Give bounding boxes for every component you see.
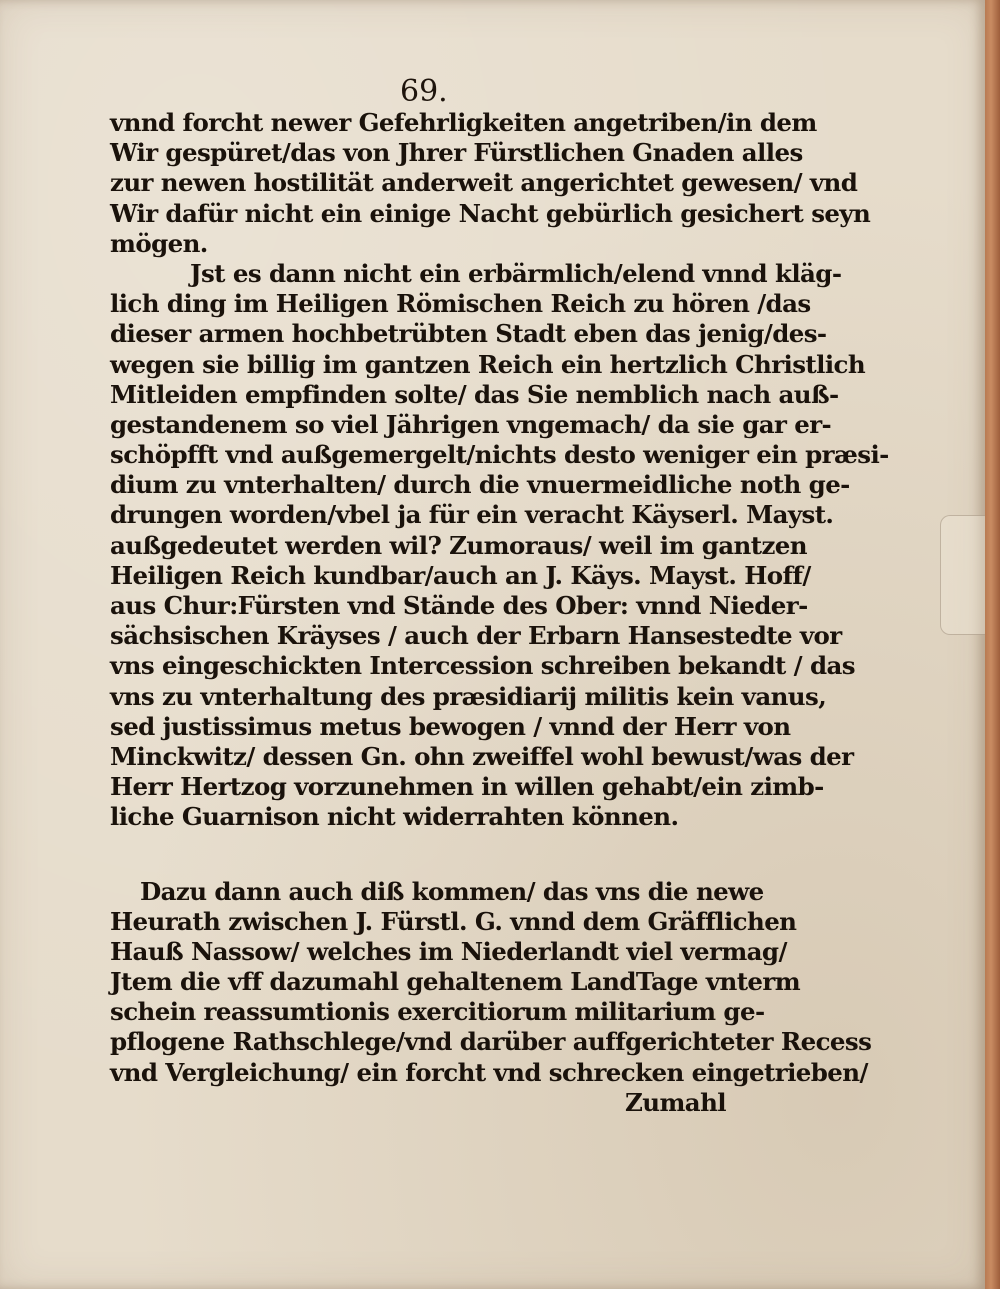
text-line: vnd Vergleichung/ ein forcht vnd schrecken eingetrieben/: [110, 1057, 868, 1087]
text-line: vns zu vnterhaltung des præsidiarij militis kein vanus,: [110, 681, 827, 711]
text-line: schöpfft vnd außgemergelt/nichts desto weniger ein præsi-: [110, 440, 889, 470]
text-line: Heurath zwischen J. Fürstl. G. vnnd dem Gräfflichen: [110, 906, 797, 936]
text-line: sächsischen Kräyses / auch der Erbarn Hansestedte vor: [110, 621, 842, 651]
text-line: gestandenem so viel Jährigen vngemach/ da sie gar er-: [110, 409, 832, 439]
text-line: vnnd forcht newer Gefehrligkeiten angetriben/in dem: [110, 108, 817, 137]
text-line: pflogene Rathschlege/vnd darüber auffgerichteter Recess: [110, 1027, 872, 1057]
book-edge: [985, 0, 1000, 1289]
text-line: zur newen hostilität anderweit angerichtet gewesen/ vnd: [110, 168, 858, 198]
text-line: vns eingeschickten Intercession schreiben bekandt / das: [110, 651, 855, 681]
text-line: wegen sie billig im gantzen Reich ein hertzlich Christlich: [110, 349, 866, 379]
text-line: lich ding im Heiligen Römischen Reich zu hören /das: [110, 289, 811, 319]
text-line: Herr Hertzog vorzunehmen in willen gehabt/ein zimb-: [110, 772, 824, 802]
text-line: Jst es dann nicht ein erbärmlich/elend vnnd kläg-: [190, 258, 842, 288]
page-number: 69.: [400, 74, 448, 109]
text-line: Jtem die vff dazumahl gehaltenem LandTage vnterm: [110, 967, 801, 997]
text-line: außgedeutet werden wil? Zumoraus/ weil im gantzen: [110, 530, 807, 560]
text-line: Hauß Nassow/ welches im Niederlandt viel vermag/: [110, 936, 787, 966]
text-line: Mitleiden empfinden solte/ das Sie nemblich nach auß-: [110, 379, 839, 409]
text-line: sed justissimus metus bewogen / vnnd der Herr von: [110, 711, 791, 741]
text-line: drungen worden/vbel ja für ein veracht Käyserl. Mayst.: [110, 500, 834, 530]
catchword: Zumahl: [624, 1087, 726, 1117]
text-line: Heiligen Reich kundbar/auch an J. Käys. Mayst. Hoff/: [110, 560, 811, 590]
text-line: mögen.: [110, 228, 208, 258]
text-line: dium zu vnterhalten/ durch die vnuermeidliche noth ge-: [110, 470, 850, 500]
text-line: schein reassumtionis exercitiorum militarium ge-: [110, 997, 765, 1027]
page-text: [110, 108, 889, 1118]
paragraph-gap: [110, 833, 738, 877]
text-line: aus Chur:Fürsten vnd Stände des Ober: vnnd Nieder-: [110, 591, 808, 620]
text-line: Wir gespüret/das von Jhrer Fürstlichen Gnaden alles: [110, 138, 803, 168]
text-line: Dazu dann auch diß kommen/ das vns die newe: [140, 876, 764, 906]
text-line: liche Guarnison nicht widerrahten können.: [110, 802, 679, 832]
text-line: dieser armen hochbetrübten Stadt eben das jenig/des-: [110, 319, 827, 349]
text-line: Wir dafür nicht ein einige Nacht gebürlich gesichert seyn: [110, 198, 871, 228]
text-line: Minckwitz/ dessen Gn. ohn zweiffel wohl bewust/was der: [110, 741, 854, 771]
